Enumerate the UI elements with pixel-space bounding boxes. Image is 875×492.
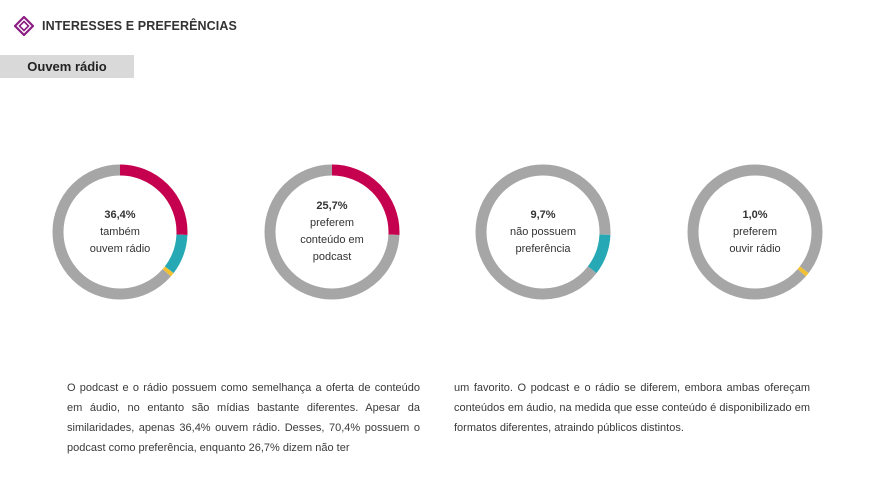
donut-caption-line: ouvem rádio (89, 242, 151, 255)
donut-caption-line: preferem (309, 217, 355, 229)
donut-value: 9,7% (530, 208, 556, 221)
donut-caption-line: podcast (312, 251, 352, 263)
donut-caption-line: também (100, 225, 140, 238)
donut-caption-line: ouvir rádio (729, 242, 781, 255)
donut-center-3 (473, 162, 613, 302)
donut-chart-4 (685, 162, 825, 302)
section-tab-label: Ouvem rádio (27, 59, 107, 74)
donut-caption-line: preferência (515, 242, 571, 255)
donut-caption-line: preferem (732, 225, 778, 238)
body-text-column-2: um favorito. O podcast e o rádio se diferem, embora ambas ofereçam conteúdos em áudio, na medida que esse conteúdo é disponibilizado em formatos diferentes, atraindo públicos distintos. (454, 382, 810, 434)
donut-chart-2 (262, 162, 402, 302)
diamond-logo-icon (14, 16, 34, 36)
donut-chart-1 (50, 162, 190, 302)
donut-center-1 (50, 162, 190, 302)
donut-value: 1,0% (742, 208, 768, 221)
donut-caption-line: conteúdo em (300, 234, 364, 246)
body-text-column-1: O podcast e o rádio possuem como semelhança a oferta de conteúdo em áudio, no entanto são mídias bastante diferentes. Apesar da similaridades, apenas 36,4% ouvem rádio. Desses, 70,4% possuem o podcast como preferência, enquanto 26,7% dizem não ter (67, 382, 420, 454)
donut-caption-line: não possuem (509, 225, 577, 238)
donut-value: 36,4% (104, 208, 136, 221)
donut-center-2 (262, 162, 402, 302)
page-header (14, 15, 237, 37)
donut-value: 25,7% (316, 200, 348, 212)
donut-center-4 (685, 162, 825, 302)
page-title: INTERESSES E PREFERÊNCIAS (42, 19, 237, 33)
section-tab (0, 55, 134, 78)
donut-chart-3 (473, 162, 613, 302)
